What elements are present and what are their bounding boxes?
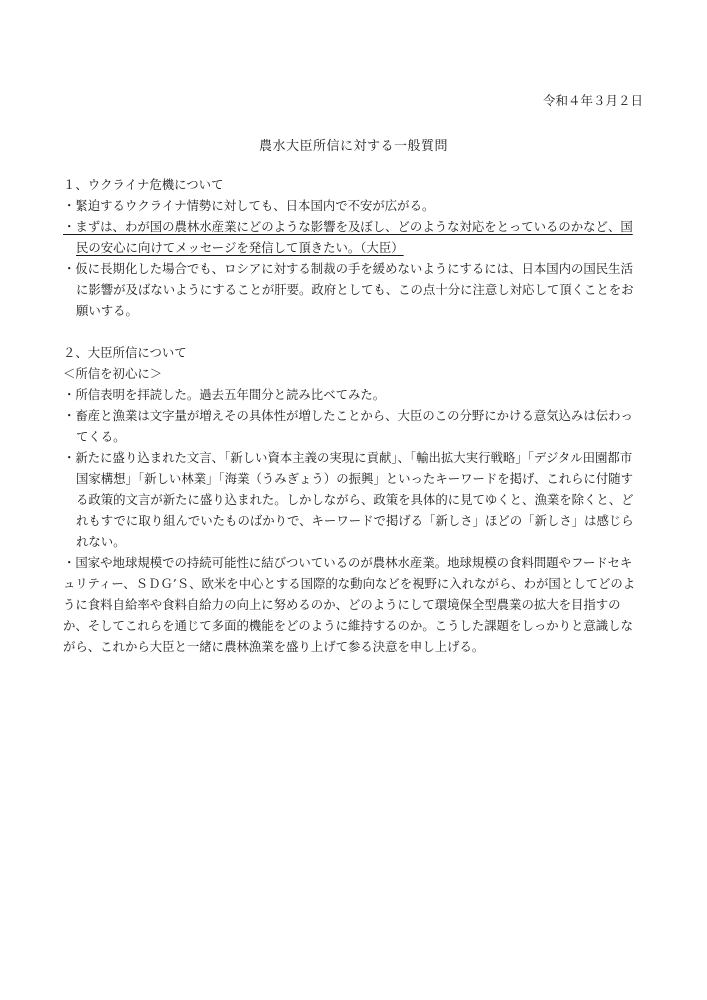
bullet-continuation: る政策的文言が新たに盛り込まれた。しかしながら、政策を具体的に見てゆくと、漁業を除くと、ど (76, 492, 634, 507)
underlined-question-text: ・まずは、わが国の農林水産業にどのような影響を及ぼし、どのような対応をとっているのかなど、国 (63, 219, 633, 234)
bullet-text: ・国家や地球規模での持続可能性に結びついているのが農林水産業。地球規模の食料問題やフードセキ (63, 555, 633, 570)
bullet-continuation: れもすでに取り組んでいたものばかりで、キーワードで掲げる「新しさ」ほどの「新しさ」は感じら (76, 513, 634, 528)
document-body (63, 174, 648, 657)
bullet-text: ・仮に長期化した場合でも、ロシアに対する制裁の手を緩めないようにするには、日本国内の国民生活 (63, 261, 633, 276)
bullet-continuation: に影響が及ばないようにすることが肝要。政府としても、この点十分に注意し対応して頂くことをお (76, 282, 634, 297)
bullet-text-underlined (63, 216, 648, 237)
document-title: 農水大臣所信に対する一般質問 (258, 139, 448, 154)
section-heading: ２、大臣所信について (63, 345, 187, 360)
bullet-text: ・所信表明を拝読した。過去五年間分と読み比べてみた。 (63, 387, 386, 402)
paragraph-continuation: うに食料自給率や食料自給力の向上に努めるのか、どのようにして環境保全型農業の拡大を目指すの (63, 597, 621, 612)
bullet-continuation: てくる。 (76, 429, 126, 444)
bullet-text: ・緊迫するウクライナ情勢に対しても、日本国内で不安が広がる。 (63, 198, 435, 213)
paragraph-gap (63, 321, 648, 342)
underlined-question-text: 民の安心に向けてメッセージを発信して頂きたい。（大臣） (76, 240, 404, 255)
paragraph-continuation: ュリティー、ＳＤＧ’Ｓ、欧米を中心とする国際的な動向などを視野に入れながら、わが国としてどのよ (63, 576, 636, 591)
bullet-continuation: 国家構想」「新しい林業」「海業（うみぎょう）の振興」といったキーワードを掲げ、これらに付随す (76, 471, 634, 486)
paragraph-continuation: か、そしてこれらを通じて多面的機能をどのように維持するのか。こうした課題をしっかりと意識しな (63, 618, 633, 633)
sub-heading: ＜所信を初心に＞ (63, 366, 163, 381)
section-heading: １、ウクライナ危機について (63, 177, 224, 192)
section-minister-policy-speech (63, 342, 648, 657)
section-ukraine-crisis (63, 174, 648, 321)
bullet-text: ・畜産と漁業は文字量が増えその具体性が増したことから、大臣のこの分野にかける意気込みは伝わっ (63, 408, 633, 423)
bullet-continuation-underlined (63, 237, 648, 258)
bullet-continuation: 願いする。 (76, 303, 138, 318)
paragraph-continuation: がら、これから大臣と一緒に農林漁業を盛り上げて参る決意を申し上げる。 (63, 639, 485, 654)
bullet-continuation: れない。 (76, 534, 126, 549)
bullet-text: ・新たに盛り込まれた文言、「新しい資本主義の実現に貢献」、「輸出拡大実行戦略」「デジタル田園都市 (63, 450, 633, 465)
document-date: 令和４年３月２日 (542, 93, 643, 108)
